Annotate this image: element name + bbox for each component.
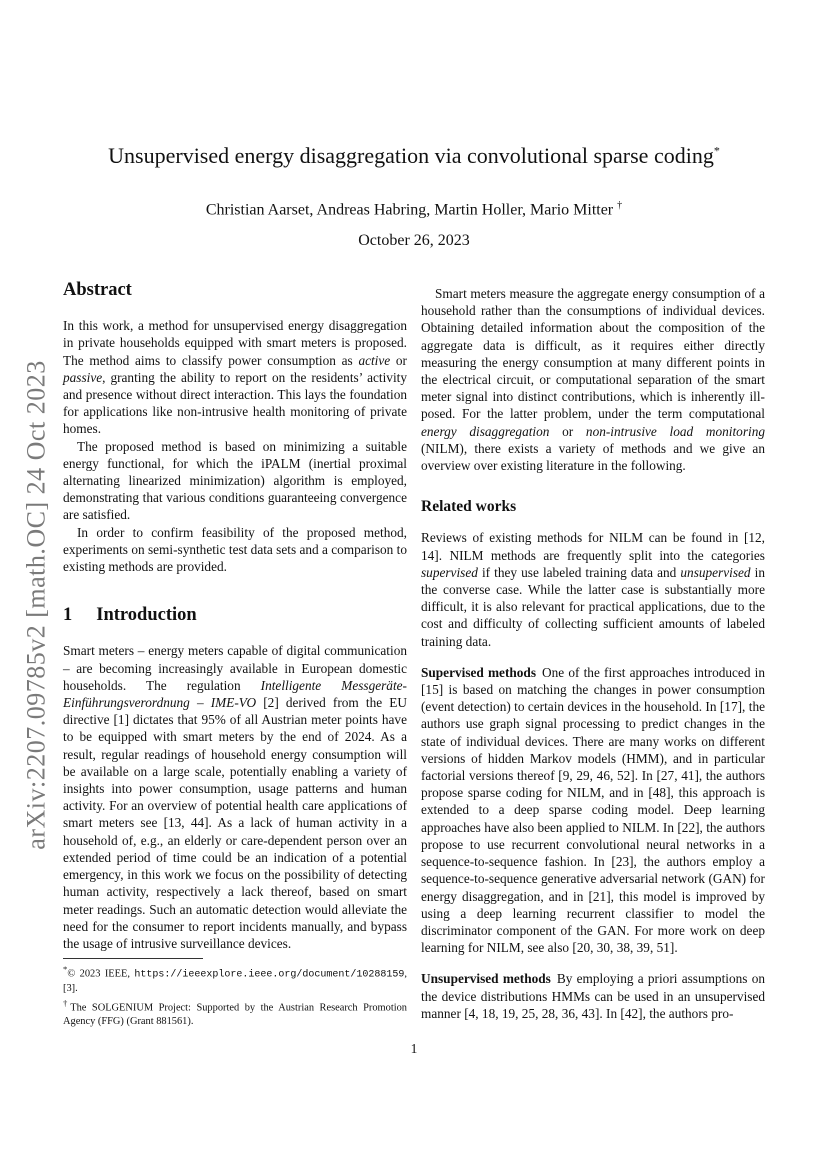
abstract-paragraph-2: The proposed method is based on minimizing a suitable energy functional, for which the iPALM (inertial proximal alternating linearized minimization) algorithm is employed, demonstrating that various conditions guaranteeing convergence are satisfied. — [63, 438, 407, 523]
intro-regulation-name: Intelligente Messgeräte-Einführungsverordnung – IME-VO — [63, 677, 407, 711]
term-supervised: supervised — [421, 564, 478, 580]
related-works-heading: Related works — [421, 498, 517, 516]
left-column — [63, 282, 407, 952]
paper-title — [0, 143, 828, 169]
abstract-paragraph-3: In order to confirm feasibility of the proposed method, experiments on semi-synthetic test data sets and a comparison to existing methods are provided. — [63, 524, 407, 575]
arxiv-sidebar-stamp — [22, 345, 52, 865]
title-text: Unsupervised energy disaggregation via convolutional sparse coding — [108, 143, 714, 168]
term-energy-disaggregation: energy disaggregation — [421, 423, 550, 439]
rw-text-c: in the converse case. While the latter case is substantially more difficult, it is also relevant for practical applications, due to the cost and difficulty of collecting sufficient amounts of labeled training data. — [421, 564, 765, 649]
supervised-methods-text: One of the first approaches introduced in [15] is based on matching the changes in power consumption (event detection) to certain devices in the household. In [17], the authors use graph signal processing to predict changes in the state of individual devices. There are many works on different versions of hidden Markov models (HMM), and in particular factorial versions thereof [9, 29, 46, 52]. In [27, 41], the authors propose sparse coding for NILM, and in [48], this approach is extended to a deep sparse coding model. Deep learning approaches have also been applied to NILM. In [22], the authors propose to use recurrent convolutional neural networks in a sequence-to-sequence fashion. In [23], the authors employ a sequence-to-sequence generative adversarial network (GAN) for energy disaggregation, and in [21], this model is improved by using a deep learning recurrent classifier to model the discriminator component of the GAN. For more work on deep learning for NILM, see also [20, 30, 38, 39, 51]. — [421, 664, 765, 956]
right-column — [421, 285, 765, 1022]
unsupervised-methods-heading: Unsupervised methods — [421, 971, 551, 987]
abstract-p1-or: or — [390, 352, 407, 368]
author-list — [0, 200, 828, 219]
supervised-methods-paragraph — [421, 664, 765, 956]
intro-p1-text-b: [2] derived from the EU directive [1] dictates that 95% of all Austrian meter points have to be equipped with smart meters by the end of 2024. As a result, regular readings of household energy consumption will be available on a large scale, potentially enabling a variety of insights into power consumption, usage patterns and human activity. For an overview of potential health care applications of smart meters see [13, 44]. As a lack of human activity in a household of, e.g., an elderly or care-dependent person over an extended period of time could be an indication of a potential emergency, in this work we focus on the possibility of detecting human activity, respectively a lack thereof, based on smart meter readings. Such an automatic detection would alleviate the need for the consumer to report incidents manually, and bypass the usage of intrusive surveillance devices. — [63, 695, 407, 951]
rw-text-b: if they use labeled training data and — [477, 564, 681, 580]
section-title: Introduction — [96, 605, 197, 626]
paragraph-gap — [421, 650, 765, 664]
footnote-1-mark: * — [63, 964, 68, 974]
footnote-2 — [63, 997, 407, 1028]
term-unsupervised: unsupervised — [680, 564, 751, 580]
abstract-p1-text-b: , granting the ability to report on the residents’ activity and presence without direct interaction. This lays the foundation for applications like non-intrusive health monitoring of private homes. — [63, 369, 407, 437]
footnote-1-link[interactable]: https://ieeexplore.ieee.org/document/10288159 — [134, 969, 405, 981]
footnote-1 — [63, 963, 407, 995]
footnote-1-text: © 2023 IEEE, — [67, 968, 135, 980]
abstract-paragraph-1 — [63, 317, 407, 437]
paragraph-gap — [421, 956, 765, 970]
rw-text-a: Reviews of existing methods for NILM can be found in [12, 14]. NILM methods are frequently split into the categories — [421, 530, 765, 563]
authors-text: Christian Aarset, Andreas Habring, Martin Holler, Mario Mitter — [205, 201, 614, 219]
unsupervised-methods-text: By employing a priori assumptions on the device distributions HMMs can be used in an unsupervised manner [4, 18, 19, 25, 28, 36, 43]. In [42], the authors pro- — [421, 971, 765, 1021]
related-works-paragraph — [421, 529, 765, 649]
intro-p1-text-a: Smart meters – energy meters capable of digital communication – are becoming increasingly available in European domestic households. The regulation — [63, 643, 407, 693]
right-p1-text-b: (NILM), there exists a variety of methods and we give an overview over existing literature in the following. — [421, 440, 765, 474]
section-number: 1 — [63, 605, 73, 626]
abstract-heading: Abstract — [63, 280, 132, 300]
footnote-2-text: The SOLGENIUM Project: Supported by the Austrian Research Promotion Agency (FFG) (Grant 881561). — [63, 1002, 408, 1028]
abstract-p1-text-a: In this work, a method for unsupervised energy disaggregation in private households equipped with smart meters is proposed. The method aims to classify power consumption as — [63, 318, 407, 368]
footnote-rule — [63, 958, 203, 959]
supervised-methods-heading: Supervised methods — [421, 664, 537, 680]
abstract-term-passive: passive — [63, 369, 103, 385]
arxiv-identifier: arXiv:2207.09785v2 [math.OC] 24 Oct 2023 — [22, 360, 52, 850]
authors-footnote-mark: † — [617, 200, 623, 211]
page-number: 1 — [410, 1041, 418, 1056]
right-p1-or: or — [549, 423, 586, 439]
abstract-term-active: active — [358, 352, 391, 368]
right-p1-text-a: Smart meters measure the aggregate energy consumption of a household rather than the consumptions of individual devices. Obtaining detailed information about the composition of the aggregate data is difficult, as it requires either directly measuring the energy consumption at many different points in the electrical circuit, or computational separation of the smart meter signal into distinct contributions, which is inherently ill-posed. For the latter problem, under the term computational — [421, 286, 765, 422]
footnote-1-tail: , [3]. — [63, 968, 407, 994]
right-paragraph-1 — [421, 285, 765, 474]
introduction-paragraph-1 — [63, 642, 407, 952]
paper-date: October 26, 2023 — [358, 232, 470, 249]
introduction-heading — [63, 607, 407, 624]
title-footnote-mark: * — [713, 143, 720, 158]
footnotes — [63, 958, 407, 1031]
unsupervised-methods-paragraph — [421, 970, 765, 1022]
footnote-2-mark: † — [63, 998, 71, 1009]
term-nilm: non-intrusive load monitoring — [585, 423, 765, 439]
